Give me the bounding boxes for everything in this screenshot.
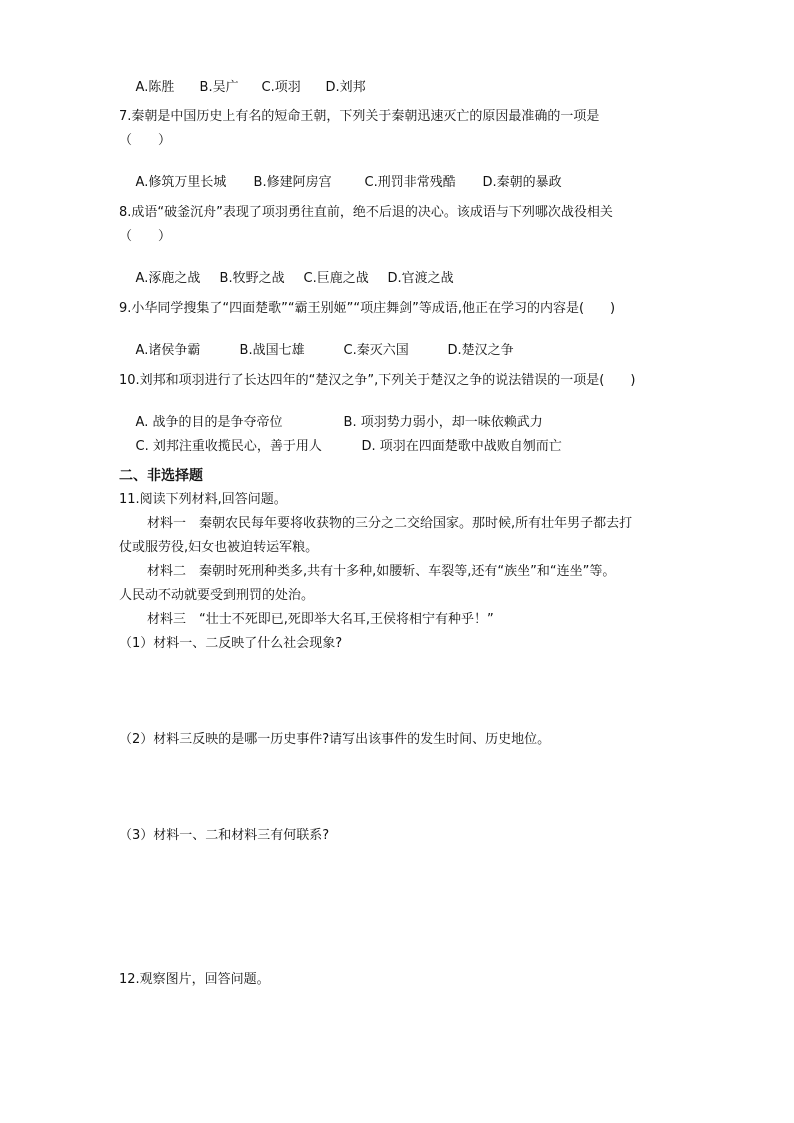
q9-option-c: C.秦灭六国 — [343, 343, 409, 358]
q7-option-a: A.修筑万里长城 — [135, 175, 227, 190]
q6-option-c: C.项羽 — [261, 80, 301, 95]
q11-subquestion-1: （1）材料一、二反映了什么社会现象? — [119, 636, 343, 651]
q6-option-d: D.刘邦 — [325, 80, 366, 95]
q7-paren: （ ） — [119, 133, 172, 148]
q8-option-d: D.官渡之战 — [387, 271, 454, 286]
q7-option-b: B.修建阿房宫 — [253, 175, 332, 190]
q11-material3: 材料三 “壮士不死即已,死即举大名耳,王侯将相宁有种乎！” — [147, 612, 494, 627]
q10-stem: 10.刘邦和项羽进行了长达四年的“楚汉之争”,下列关于楚汉之争的说法错误的一项是( ) — [119, 373, 636, 388]
q8-stem: 8.成语“破釜沉舟”表现了项羽勇往直前，绝不后退的决心。该成语与下列哪次战役相关 — [119, 205, 613, 220]
q11-material1-line1: 材料一 秦朝农民每年要将收获物的三分之二交给国家。那时候,所有壮年男子都去打 — [147, 516, 633, 531]
q7-option-c: C.刑罚非常残酷 — [364, 175, 456, 190]
section-heading: 二、非选择题 — [119, 468, 203, 484]
q9-option-a: A.诸侯争霸 — [135, 343, 201, 358]
q10-option-a: A. 战争的目的是争夺帝位 — [135, 415, 283, 430]
q8-option-c: C.巨鹿之战 — [303, 271, 369, 286]
q8-option-a: A.涿鹿之战 — [135, 271, 201, 286]
q12-stem: 12.观察图片，回答问题。 — [119, 972, 270, 987]
q11-material2-line1: 材料二 秦朝时死刑种类多,共有十多种,如腰斩、车裂等,还有“族坐”和“连坐”等。 — [147, 564, 616, 579]
q8-paren: （ ） — [119, 229, 172, 244]
q9-option-d: D.楚汉之争 — [447, 343, 514, 358]
q11-subquestion-3: （3）材料一、二和材料三有何联系? — [119, 828, 330, 843]
q10-option-c: C. 刘邦注重收揽民心，善于用人 — [135, 439, 322, 454]
q8-options — [119, 252, 454, 306]
q9-options — [119, 324, 514, 378]
q6-option-a: A.陈胜 — [135, 80, 175, 95]
q11-material2-line2: 人民动不动就要受到刑罚的处治。 — [119, 588, 315, 603]
q11-material1-line2: 仗或服劳役,妇女也被迫转运军粮。 — [119, 540, 319, 555]
q6-option-b: B.吴广 — [199, 80, 239, 95]
q10-option-b: B. 项羽势力弱小，却一味依赖武力 — [343, 415, 543, 430]
q11-stem: 11.阅读下列材料,回答问题。 — [119, 492, 287, 507]
q10-options-row2 — [119, 420, 562, 474]
q8-option-b: B.牧野之战 — [219, 271, 285, 286]
q11-subquestion-2: （2）材料三反映的是哪一历史事件?请写出该事件的发生时间、历史地位。 — [119, 732, 551, 747]
q7-stem: 7.秦朝是中国历史上有名的短命王朝，下列关于秦朝迅速灭亡的原因最准确的一项是 — [119, 109, 600, 124]
q6-options — [119, 61, 366, 115]
q7-option-d: D.秦朝的暴政 — [482, 175, 562, 190]
q9-stem: 9.小华同学搜集了“四面楚歌”“霸王别姬”“项庄舞剑”等成语,他正在学习的内容是( ) — [119, 301, 616, 316]
q7-options — [119, 156, 562, 210]
q10-option-d: D. 项羽在四面楚歌中战败自刎而亡 — [361, 439, 562, 454]
q9-option-b: B.战国七雄 — [239, 343, 305, 358]
